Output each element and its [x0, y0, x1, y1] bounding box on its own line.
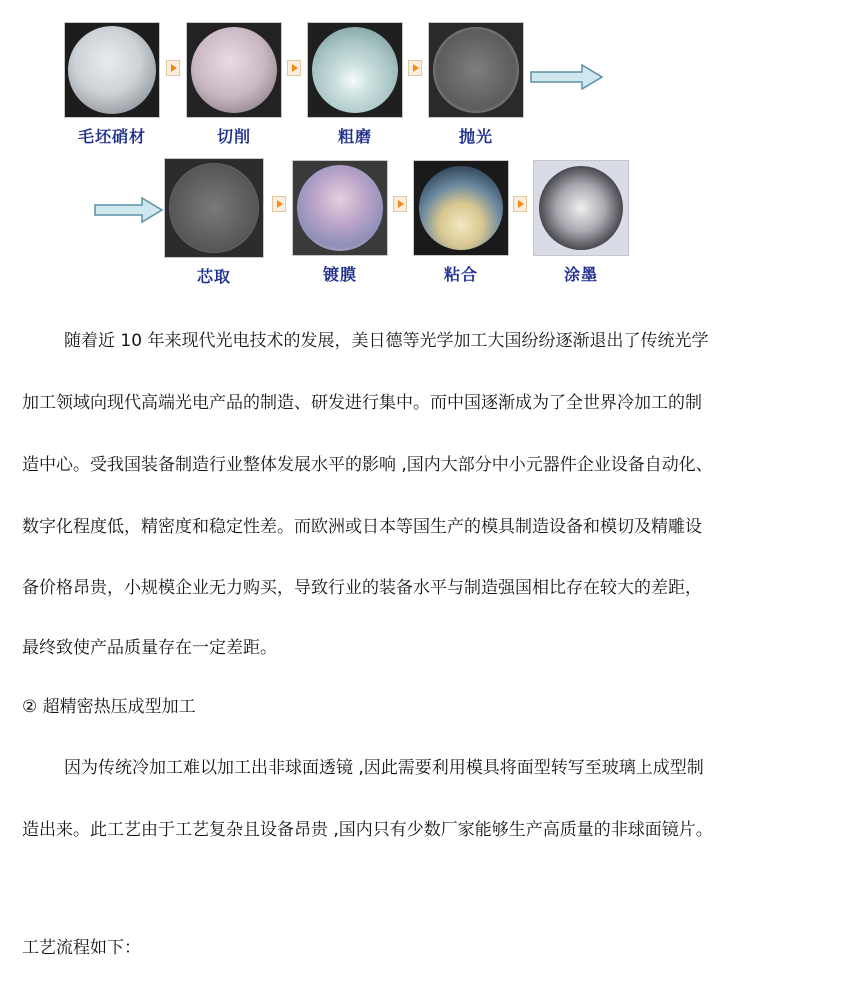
step-label: 切削 [216, 127, 251, 146]
step-centering [164, 158, 264, 287]
paragraph-line: 随着近 10 年来现代光电技术的发展，美日德等光学加工大国纷纷逐渐退出了传统光学 [64, 331, 709, 351]
step-coating [290, 160, 390, 285]
blank-glass-icon [64, 22, 160, 118]
step-label: 芯取 [196, 267, 231, 286]
step-label: 抛光 [458, 127, 493, 146]
flow-arrow-right-icon [530, 64, 604, 90]
paragraph-line: 数字化程度低，精密度和稳定性差。而欧洲或日本等国生产的模具制造设备和模切及精雕设 [22, 517, 702, 537]
paragraph-line: 加工领域向现代高端光电产品的制造、研发进行集中。而中国逐渐成为了全世界冷加工的制 [22, 393, 702, 413]
paragraph-line: 最终致使产品质量存在一定差距。 [22, 638, 277, 658]
paragraph-line: 备价格昂贵，小规模企业无力购买，导致行业的装备水平与制造强国相比存在较大的差距， [22, 578, 702, 598]
step-arrow-icon [408, 60, 422, 76]
step-label: 粘合 [443, 265, 478, 284]
step-arrow-icon [513, 196, 527, 212]
centering-icon [164, 158, 264, 258]
flow-arrow-right-icon [94, 197, 164, 223]
step-polish [426, 22, 526, 147]
process-flow-figure [0, 0, 863, 300]
step-arrow-icon [393, 196, 407, 212]
coating-icon [292, 160, 388, 256]
step-blank-glass [62, 22, 162, 147]
paragraph-line: 造中心。受我国装备制造行业整体发展水平的影响 ,国内大部分中小元器件企业设备自动化、 [22, 455, 713, 475]
paragraph-line: 工艺流程如下： [22, 938, 141, 958]
step-rough-grind [305, 22, 405, 147]
paragraph-line: 造出来。此工艺由于工艺复杂且设备昂贵 ,国内只有少数厂家能够生产高质量的非球面镜片。 [22, 820, 713, 840]
step-label: 粗磨 [337, 127, 372, 146]
section-heading: ② 超精密热压成型加工 [22, 697, 196, 717]
step-cut-lens [184, 22, 284, 147]
inking-icon [533, 160, 629, 256]
cut-lens-icon [186, 22, 282, 118]
paragraph-line: 因为传统冷加工难以加工出非球面透镜 ,因此需要利用模具将面型转写至玻璃上成型制 [64, 758, 704, 778]
step-label: 镀膜 [322, 265, 357, 284]
cementing-icon [413, 160, 509, 256]
step-label: 毛坯硝材 [77, 127, 146, 146]
step-cementing [411, 160, 511, 285]
step-arrow-icon [287, 60, 301, 76]
polish-icon [428, 22, 524, 118]
step-label: 涂墨 [563, 265, 598, 284]
rough-grind-icon [307, 22, 403, 118]
step-arrow-icon [166, 60, 180, 76]
step-arrow-icon [272, 196, 286, 212]
step-inking [531, 160, 631, 285]
